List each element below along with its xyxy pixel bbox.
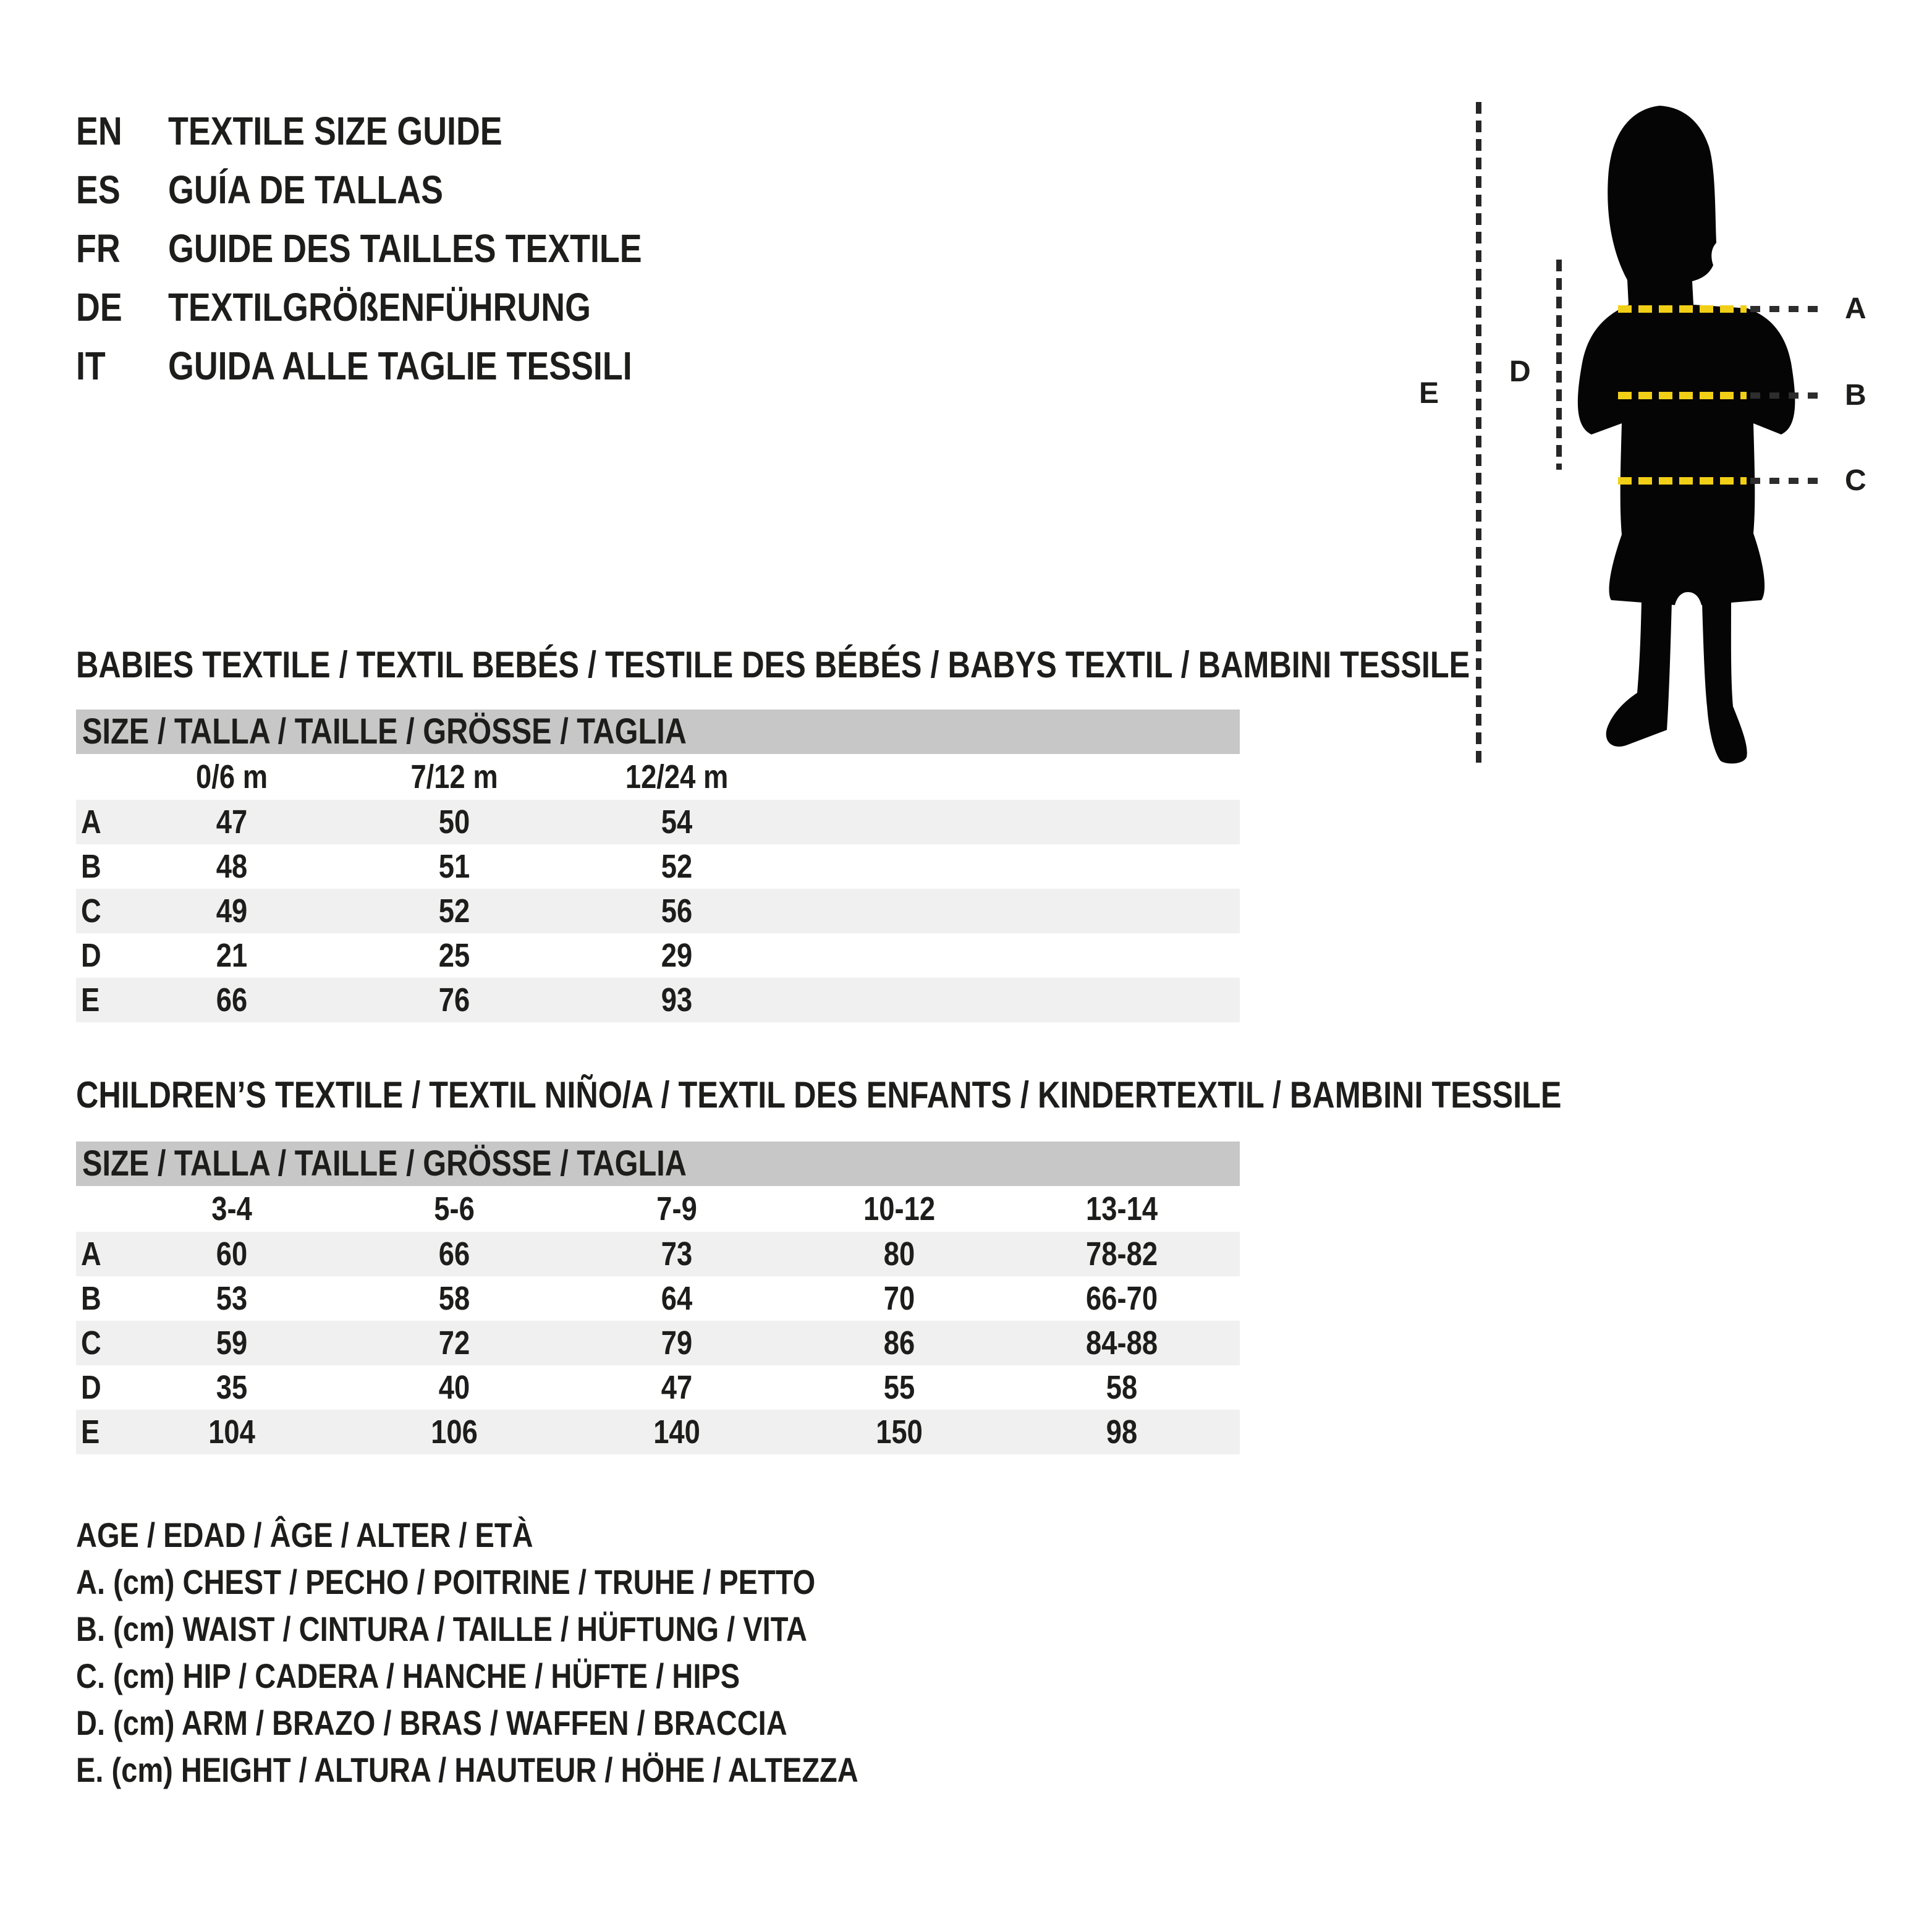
arm-measure-line-d (1556, 260, 1562, 470)
cell: 40 (438, 1369, 470, 1406)
figure-label-c: C (1845, 464, 1866, 497)
cell: 25 (438, 937, 470, 974)
column-header: 7/12 m (410, 758, 498, 795)
column-header: 7-9 (656, 1190, 697, 1227)
language-title: TEXTILE SIZE GUIDE (168, 109, 502, 153)
children-table-column-headers (76, 1186, 1240, 1232)
table-row (76, 1410, 1240, 1454)
language-row-en (76, 102, 732, 161)
row-label: D (81, 1369, 101, 1406)
language-title: GUÍA DE TALLAS (168, 167, 443, 212)
row-label: A (81, 1235, 101, 1273)
table-row (76, 933, 1240, 978)
figure-label-e: E (1419, 377, 1439, 410)
babies-table-column-headers (76, 754, 1240, 800)
children-section-heading: CHILDREN’S TEXTILE / TEXTIL NIÑO/A / TEXTIL DES ENFANTS / KINDERTEXTIL / BAMBINI TESSILE (76, 1074, 1562, 1116)
cell: 52 (438, 892, 470, 930)
babies-size-table (76, 710, 1240, 1022)
language-title: TEXTILGRÖßENFÜHRUNG (168, 285, 591, 329)
table-row (76, 1232, 1240, 1276)
language-row-de (76, 278, 732, 337)
table-row (76, 1276, 1240, 1321)
cell: 55 (883, 1369, 915, 1406)
cell: 66 (438, 1235, 470, 1273)
table-row (76, 889, 1240, 933)
cell: 73 (661, 1235, 693, 1273)
chest-measure-dotted-line-a (1618, 305, 1747, 313)
cell: 58 (1106, 1369, 1138, 1406)
language-title: GUIDE DES TAILLES TEXTILE (168, 226, 642, 271)
legend-line-height: E. (cm) HEIGHT / ALTURA / HAUTEUR / HÖHE / ALTEZZA (76, 1750, 858, 1789)
cell: 47 (661, 1369, 693, 1406)
cell: 72 (438, 1324, 470, 1362)
figure-label-a: A (1845, 292, 1866, 325)
cell: 104 (208, 1413, 255, 1451)
column-header: 13-14 (1085, 1190, 1158, 1227)
row-label: E (81, 1413, 100, 1451)
row-label: D (81, 937, 101, 974)
babies-table-size-header: SIZE / TALLA / TAILLE / GRÖSSE / TAGLIA (76, 710, 1240, 754)
legend-line-age: AGE / EDAD / ÂGE / ALTER / ETÀ (76, 1515, 533, 1554)
cell: 106 (431, 1413, 478, 1451)
row-label: B (81, 1280, 101, 1317)
row-label: B (81, 848, 101, 885)
cell: 76 (438, 981, 470, 1019)
cell: 150 (876, 1413, 923, 1451)
cell: 98 (1106, 1413, 1138, 1451)
cell: 59 (216, 1324, 248, 1362)
row-label: C (81, 1324, 101, 1362)
cell: 80 (883, 1235, 915, 1273)
cell: 29 (661, 937, 693, 974)
cell: 54 (661, 803, 693, 841)
language-row-es (76, 161, 732, 219)
cell: 47 (216, 803, 248, 841)
row-label: C (81, 892, 101, 930)
language-code: EN (76, 109, 122, 153)
cell: 56 (661, 892, 693, 930)
cell: 70 (883, 1280, 915, 1317)
legend-line-waist: B. (cm) WAIST / CINTURA / TAILLE / HÜFTUNG / VITA (76, 1609, 807, 1648)
cell: 49 (216, 892, 248, 930)
children-size-table (76, 1142, 1240, 1454)
cell: 84-88 (1085, 1324, 1158, 1362)
babies-section-heading: BABIES TEXTILE / TEXTIL BEBÉS / TESTILE DES BÉBÉS / BABYS TEXTIL / BAMBINI TESSILE (76, 644, 1470, 685)
legend-line-hip: C. (cm) HIP / CADERA / HANCHE / HÜFTE / HIPS (76, 1656, 740, 1695)
cell: 21 (216, 937, 248, 974)
height-measure-line-e (1476, 102, 1481, 765)
legend-line-arm: D. (cm) ARM / BRAZO / BRAS / WAFFEN / BRACCIA (76, 1703, 787, 1742)
waist-measure-leader-b (1750, 392, 1821, 399)
column-header: 12/24 m (625, 758, 729, 795)
language-code: ES (76, 167, 121, 212)
cell: 53 (216, 1280, 248, 1317)
hip-measure-leader-c (1750, 478, 1821, 484)
language-code: IT (76, 344, 106, 388)
cell: 86 (883, 1324, 915, 1362)
cell: 66-70 (1085, 1280, 1158, 1317)
child-silhouette-icon (1564, 96, 1811, 769)
cell: 60 (216, 1235, 248, 1273)
table-row (76, 800, 1240, 844)
column-header: 5-6 (434, 1190, 475, 1227)
figure-label-b: B (1845, 379, 1866, 412)
table-row (76, 844, 1240, 889)
cell: 58 (438, 1280, 470, 1317)
legend-line-chest: A. (cm) CHEST / PECHO / POITRINE / TRUHE / PETTO (76, 1562, 816, 1601)
column-header: 10-12 (863, 1190, 936, 1227)
waist-measure-dotted-line-b (1618, 392, 1747, 399)
hip-measure-dotted-line-c (1618, 477, 1747, 485)
cell: 140 (653, 1413, 700, 1451)
cell: 78-82 (1085, 1235, 1158, 1273)
cell: 50 (438, 803, 470, 841)
cell: 66 (216, 981, 248, 1019)
cell: 52 (661, 848, 693, 885)
column-header: 0/6 m (196, 758, 268, 795)
row-label: A (81, 803, 101, 841)
cell: 51 (438, 848, 470, 885)
language-title: GUIDA ALLE TAGLIE TESSILI (168, 344, 632, 388)
column-header: 3-4 (211, 1190, 252, 1227)
cell: 64 (661, 1280, 693, 1317)
table-row (76, 978, 1240, 1022)
language-code: DE (76, 285, 122, 329)
figure-label-d: D (1509, 355, 1531, 388)
cell: 93 (661, 981, 693, 1019)
table-row (76, 1365, 1240, 1410)
cell: 35 (216, 1369, 248, 1406)
measurement-legend (76, 1512, 1007, 1794)
cell: 79 (661, 1324, 693, 1362)
children-table-size-header: SIZE / TALLA / TAILLE / GRÖSSE / TAGLIA (76, 1142, 1240, 1186)
chest-measure-leader-a (1750, 306, 1821, 312)
language-code: FR (76, 226, 121, 271)
language-row-it (76, 337, 732, 396)
row-label: E (81, 981, 100, 1019)
language-title-list (76, 102, 732, 396)
language-row-fr (76, 219, 732, 278)
cell: 48 (216, 848, 248, 885)
table-row (76, 1321, 1240, 1365)
